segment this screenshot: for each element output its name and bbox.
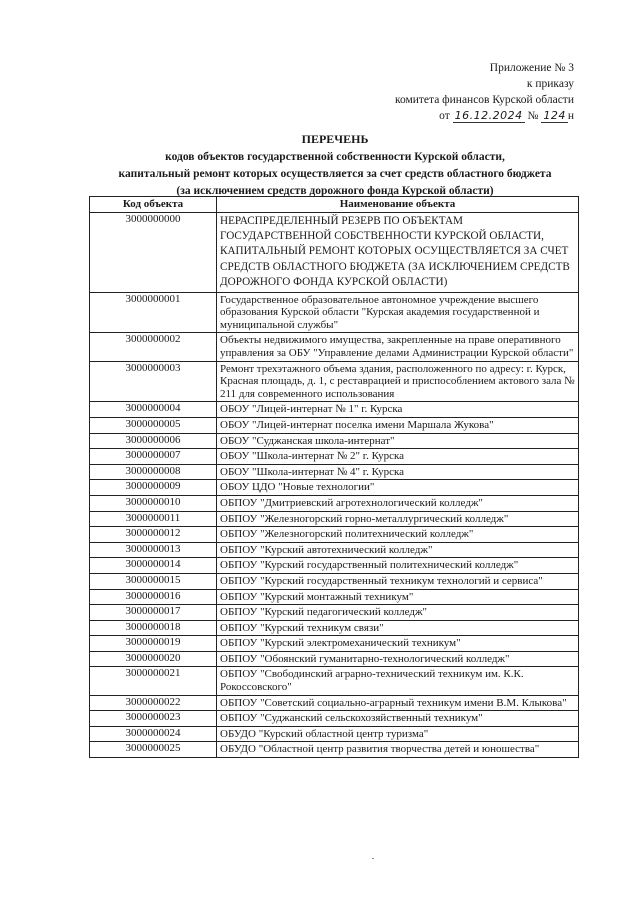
- header-code: Код объекта: [90, 197, 217, 213]
- object-name: ОБПОУ "Курский электромеханический техникум": [217, 636, 579, 652]
- date-prefix: от: [439, 110, 450, 122]
- table-row: [90, 212, 579, 292]
- handwritten-number: 124: [543, 109, 566, 122]
- object-code: 3000000007: [90, 449, 217, 465]
- table-body: [90, 212, 579, 757]
- object-codes-table: [89, 196, 579, 758]
- object-name: ОБПОУ "Курский педагогический колледж": [217, 605, 579, 621]
- object-name: ОБПОУ "Железногорский политехнический колледж": [217, 527, 579, 543]
- object-code: 3000000017: [90, 605, 217, 621]
- object-code: 3000000015: [90, 573, 217, 589]
- object-code: 3000000014: [90, 558, 217, 574]
- table-row: [90, 573, 579, 589]
- title-main: ПЕРЕЧЕНЬ: [301, 132, 369, 146]
- table-row: [90, 402, 579, 418]
- object-code: 3000000004: [90, 402, 217, 418]
- object-code: 3000000019: [90, 636, 217, 652]
- object-code: 3000000003: [90, 361, 217, 402]
- object-code: 3000000009: [90, 480, 217, 496]
- table-row: [90, 511, 579, 527]
- table-row: [90, 292, 579, 333]
- object-name: ОБПОУ "Курский автотехнический колледж": [217, 542, 579, 558]
- object-code: 3000000021: [90, 667, 217, 695]
- table-header-row: [90, 197, 579, 213]
- table-row: [90, 333, 579, 361]
- appendix-number: Приложение № 3: [489, 62, 574, 74]
- object-code: 3000000024: [90, 726, 217, 742]
- table-row: [90, 605, 579, 621]
- object-name: ОБОУ "Лицей-интернат № 1" г. Курска: [217, 402, 579, 418]
- table-row: [90, 651, 579, 667]
- table-row: [90, 620, 579, 636]
- appendix-header: [314, 60, 574, 124]
- object-name: ОБПОУ "Курский монтажный техникум": [217, 589, 579, 605]
- object-name: ОБПОУ "Железногорский горно-металлургический колледж": [217, 511, 579, 527]
- object-code: 3000000023: [90, 711, 217, 727]
- table-row: [90, 527, 579, 543]
- object-name: ОБПОУ "Советский социально-аграрный техникум имени В.М. Клыкова": [217, 695, 579, 711]
- object-name: Ремонт трехэтажного объема здания, расположенного по адресу: г. Курск, Красная площадь, д. 1, с реставрацией и приспособлением актового зала № 211 для современного использования: [217, 361, 579, 402]
- object-name: Объекты недвижимого имущества, закрепленные на праве оперативного управления за ОБУ "Управление делами Администрации Курской области": [217, 333, 579, 361]
- title-line-3: (за исключением средств дорожного фонда Курской области): [176, 185, 494, 197]
- number-suffix: н: [567, 110, 574, 122]
- object-code: 3000000022: [90, 695, 217, 711]
- appendix-committee: комитета финансов Курской области: [394, 94, 574, 106]
- object-code: 3000000018: [90, 620, 217, 636]
- number-prefix: №: [527, 110, 539, 122]
- object-code: 3000000010: [90, 495, 217, 511]
- table-row: [90, 726, 579, 742]
- object-code: 3000000001: [90, 292, 217, 333]
- document-title: [90, 131, 580, 200]
- object-code: 3000000012: [90, 527, 217, 543]
- title-line-2: капитальный ремонт которых осуществляется за счет средств областного бюджета: [118, 168, 552, 180]
- table-row: [90, 558, 579, 574]
- object-name: ОБПОУ "Курский государственный техникум технологий и сервиса": [217, 573, 579, 589]
- handwritten-date: 16.12.2024: [454, 109, 523, 122]
- appendix-order-ref: к приказу: [526, 78, 574, 90]
- object-code: 3000000000: [90, 212, 217, 292]
- object-code: 3000000006: [90, 433, 217, 449]
- object-name: ОБОУ ЦДО "Новые технологии": [217, 480, 579, 496]
- header-name: Наименование объекта: [217, 197, 579, 213]
- table-row: [90, 711, 579, 727]
- object-name: ОБПОУ "Курский техникум связи": [217, 620, 579, 636]
- object-name: ОБОУ "Суджанская школа-интернат": [217, 433, 579, 449]
- object-code: 3000000016: [90, 589, 217, 605]
- table-row: [90, 542, 579, 558]
- table-row: [90, 433, 579, 449]
- title-line-1: кодов объектов государственной собственности Курской области,: [165, 151, 505, 163]
- table-row: [90, 361, 579, 402]
- object-code: 3000000013: [90, 542, 217, 558]
- object-name: ОБУДО "Курский областной центр туризма": [217, 726, 579, 742]
- object-code: 3000000020: [90, 651, 217, 667]
- scan-mark: [372, 858, 374, 859]
- object-name: ОБПОУ "Суджанский сельскохозяйственный техникум": [217, 711, 579, 727]
- table-row: [90, 742, 579, 758]
- object-code: 3000000008: [90, 464, 217, 480]
- object-code: 3000000002: [90, 333, 217, 361]
- appendix-date-line: [314, 108, 574, 124]
- table-row: [90, 667, 579, 695]
- object-name: ОБПОУ "Дмитриевский агротехнологический колледж": [217, 495, 579, 511]
- table-row: [90, 695, 579, 711]
- object-name: ОБОУ "Школа-интернат № 4" г. Курска: [217, 464, 579, 480]
- object-name: ОБПОУ "Курский государственный политехнический колледж": [217, 558, 579, 574]
- object-code: 3000000011: [90, 511, 217, 527]
- object-name: ОБПОУ "Обоянский гуманитарно-технологический колледж": [217, 651, 579, 667]
- table-row: [90, 417, 579, 433]
- table-row: [90, 589, 579, 605]
- table-row: [90, 464, 579, 480]
- object-name: ОБУДО "Областной центр развития творчества детей и юношества": [217, 742, 579, 758]
- table-row: [90, 495, 579, 511]
- object-name: ОБПОУ "Свободинский аграрно-технический техникум им. К.К. Рокоссовского": [217, 667, 579, 695]
- table-row: [90, 449, 579, 465]
- object-name: Государственное образовательное автономное учреждение высшего образования Курской области "Курская академия государственной и муниципальной службы": [217, 292, 579, 333]
- table-row: [90, 636, 579, 652]
- table-row: [90, 480, 579, 496]
- object-name: ОБОУ "Школа-интернат № 2" г. Курска: [217, 449, 579, 465]
- object-name: ОБОУ "Лицей-интернат поселка имени Маршала Жукова": [217, 417, 579, 433]
- object-code: 3000000025: [90, 742, 217, 758]
- object-code: 3000000005: [90, 417, 217, 433]
- object-name: НЕРАСПРЕДЕЛЕННЫЙ РЕЗЕРВ ПО ОБЪЕКТАМ ГОСУДАРСТВЕННОЙ СОБСТВЕННОСТИ КУРСКОЙ ОБЛАСТИ, КАПИТАЛЬНЫЙ РЕМОНТ КОТОРЫХ ОСУЩЕСТВЛЯЕТСЯ ЗА СЧЕТ СРЕДСТВ ОБЛАСТНОГО БЮДЖЕТА (ЗА ИСКЛЮЧЕНИЕМ СРЕДСТВ ДОРОЖНОГО ФОНДА КУРСКОЙ ОБЛАСТИ): [217, 212, 579, 292]
